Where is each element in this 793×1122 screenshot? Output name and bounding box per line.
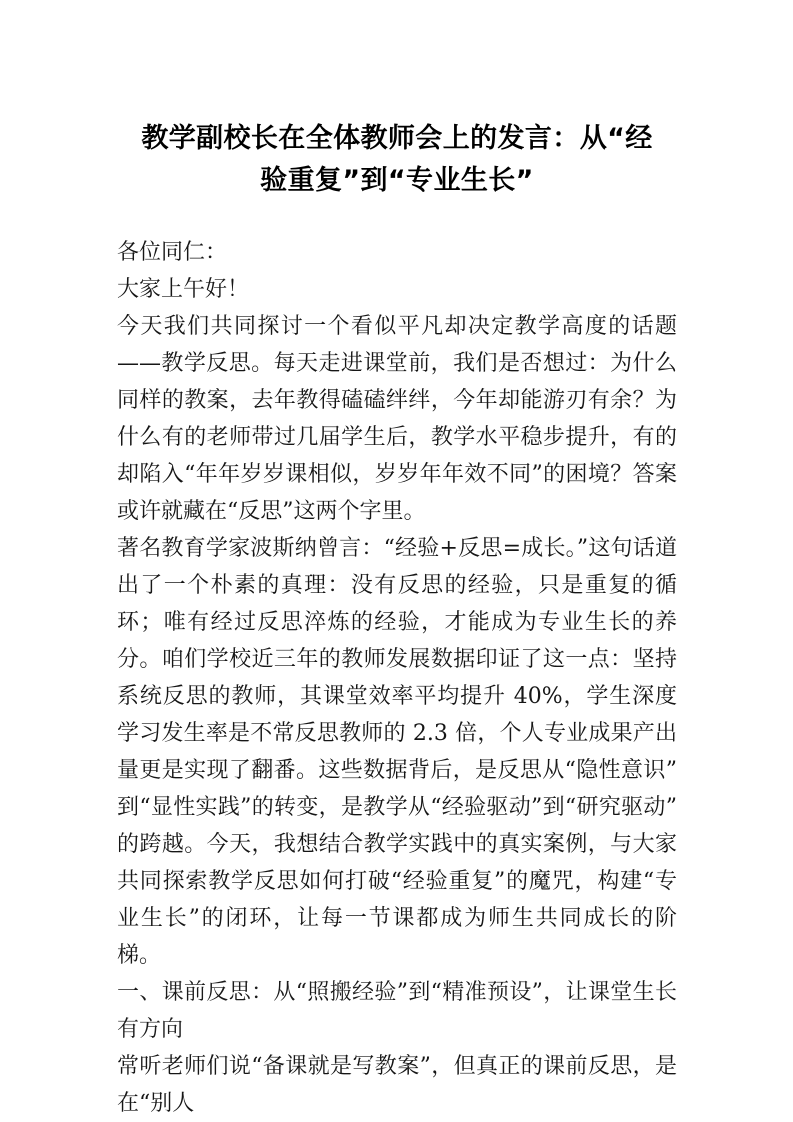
- section-heading-1: 一、课前反思：从“照搬经验”到“精准预设”，让课堂生长有方向: [117, 980, 677, 1042]
- salutation: 各位同仁：: [117, 240, 228, 265]
- greeting: 大家上午好！: [117, 277, 250, 302]
- page-title-line-2: 验重复”到“专业生长”: [260, 165, 534, 196]
- page-title: [117, 118, 677, 202]
- section-body-1: 常听老师们说“备课就是写教案”，但真正的课前反思，是在“别人: [117, 1054, 677, 1116]
- document-content: [117, 118, 677, 1122]
- body-paragraph-2: 著名教育学家波斯纳曾言：“经验+反思=成长。”这句话道出了一个朴素的真理：没有反思的经验，只是重复的循环；唯有经过反思淬炼的经验，才能成为专业生长的养分。咱们学校近三年的教师发展数据印证了这一点：坚持系统反思的教师，其课堂效率平均提升 40%，学生深度学习发生率是不常反思教师的 2.3 倍，个人专业成果产出量更是实现了翻番。这些数据背后，是反思从“隐性意识”到“显性实践”的转变，是教学从“经验驱动”到“研究驱动”的跨越。今天，我想结合教学实践中的真实案例，与大家共同探索教学反思如何打破“经验重复”的魔咒，构建“专业生长”的闭环，让每一节课都成为师生共同成长的阶梯。: [117, 536, 677, 968]
- salutation-block: [117, 234, 677, 308]
- body-paragraph-1: 今天我们共同探讨一个看似平凡却决定教学高度的话题——教学反思。每天走进课堂前，我们是否想过：为什么同样的教案，去年教得磕磕绊绊，今年却能游刃有余？为什么有的老师带过几届学生后，教学水平稳步提升，有的却陷入“年年岁岁课相似，岁岁年年效不同”的困境？答案或许就藏在“反思”这两个字里。: [117, 314, 677, 524]
- page-title-line-1: 教学副校长在全体教师会上的发言：从“经: [141, 123, 653, 154]
